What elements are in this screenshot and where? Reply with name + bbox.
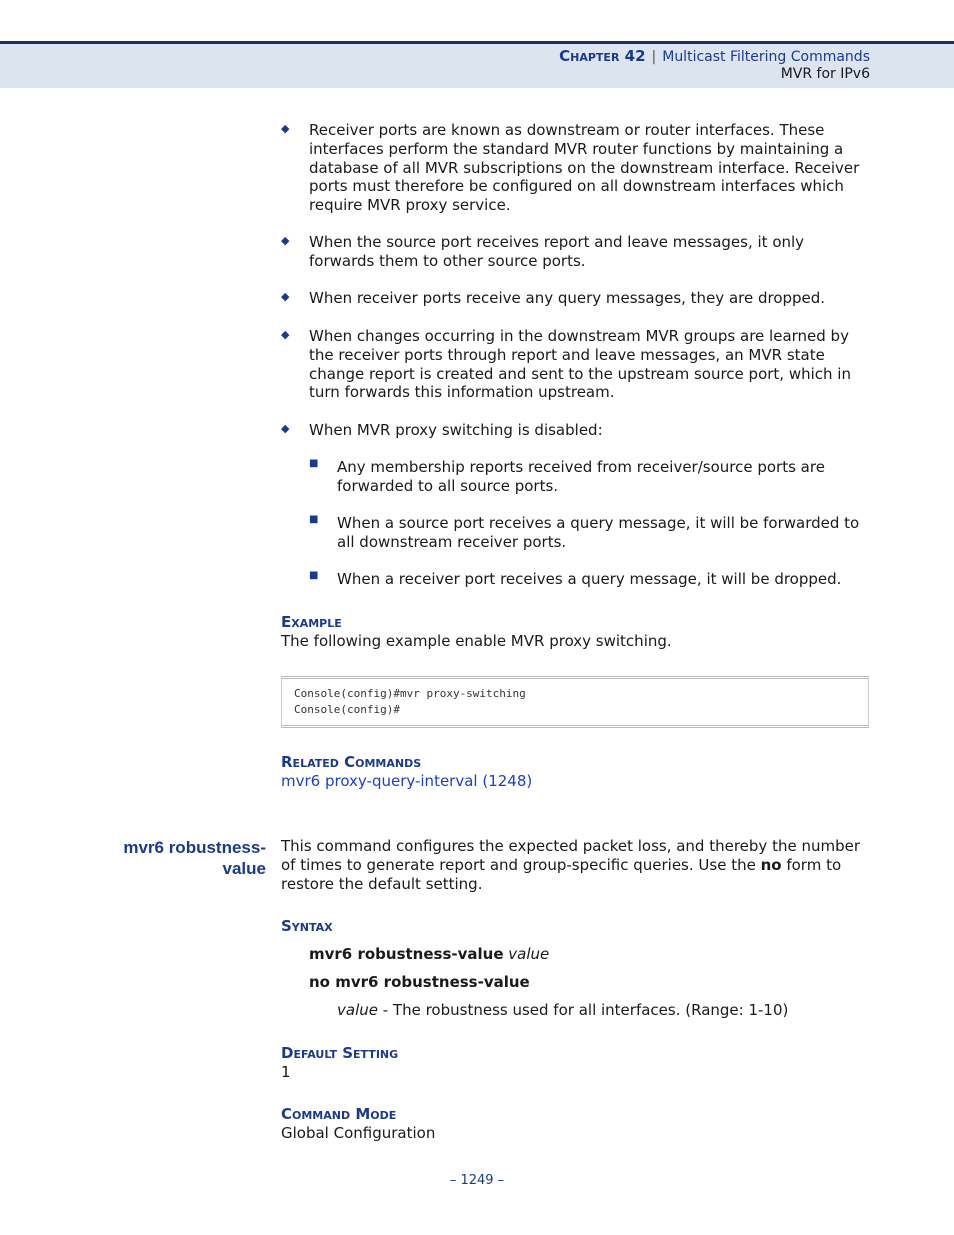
command-description	[281, 837, 871, 893]
chapter-label: Chapter 42	[559, 47, 646, 65]
sub-bullet-text: When a receiver port receives a query message, it will be dropped.	[337, 570, 842, 588]
bullet-text: When receiver ports receive any query messages, they are dropped.	[309, 289, 826, 307]
syntax-no-command-name: no mvr6 robustness-value	[309, 973, 530, 991]
diamond-bullet-icon: ◆	[281, 328, 290, 341]
syntax-no-command	[309, 973, 530, 991]
page-header	[0, 41, 954, 88]
related-command-link[interactable]: mvr6 proxy-query-interval (1248)	[281, 772, 533, 790]
header-chapter	[559, 47, 870, 65]
parameter-text: - The robustness used for all interfaces. (Range: 1-10)	[377, 1001, 789, 1019]
code-block	[281, 676, 869, 728]
command-title-line: value	[222, 859, 266, 878]
sub-bullet-text: When a source port receives a query message, it will be forwarded to all downstream receiver ports.	[337, 514, 860, 551]
related-commands-heading: Related Commands	[281, 753, 422, 771]
example-heading: Example	[281, 613, 342, 631]
command-mode-heading: Command Mode	[281, 1105, 397, 1123]
description-text: form to restore the default setting.	[281, 855, 842, 893]
parameter-description	[337, 1001, 788, 1019]
syntax-parameter: value	[508, 945, 550, 963]
square-bullet-icon: ■	[309, 570, 319, 581]
command-mode-value: Global Configuration	[281, 1124, 436, 1142]
syntax-command	[309, 945, 549, 963]
header-section: MVR for IPv6	[780, 66, 870, 82]
square-bullet-icon: ■	[309, 458, 319, 469]
description-bold: no	[760, 855, 782, 874]
page-number: – 1249 –	[449, 1173, 505, 1188]
command-title	[123, 837, 266, 879]
default-setting-value: 1	[281, 1063, 291, 1081]
bullet-text: When changes occurring in the downstream MVR groups are learned by the receiver ports through report and leave messages, an MVR state change report is created and sent to the upstream source port, which in turn forwards this information upstream.	[309, 327, 851, 402]
diamond-bullet-icon: ◆	[281, 422, 290, 435]
description-text: This command configures the expected packet loss, and thereby the number of times to generate report and group-specific queries. Use the	[281, 837, 861, 874]
code-line: Console(config)#	[294, 703, 400, 716]
bullet-text: When the source port receives report and leave messages, it only forwards them to other source ports.	[309, 233, 805, 270]
example-text: The following example enable MVR proxy switching.	[281, 632, 672, 650]
diamond-bullet-icon: ◆	[281, 122, 290, 135]
bullet-text: Receiver ports are known as downstream or router interfaces. These interfaces perform the standard MVR router functions by maintaining a database of all MVR subscriptions on the downstream interface. Receiver ports must therefore be configured on all downstream interfaces which require MVR proxy service.	[309, 121, 860, 215]
chapter-title: Multicast Filtering Commands	[662, 49, 870, 65]
syntax-heading: Syntax	[281, 917, 333, 935]
parameter-name: value	[337, 1001, 378, 1019]
square-bullet-icon: ■	[309, 514, 319, 525]
bullet-text: When MVR proxy switching is disabled:	[309, 421, 603, 439]
diamond-bullet-icon: ◆	[281, 290, 290, 303]
default-setting-heading: Default Setting	[281, 1044, 399, 1062]
code-line: Console(config)#mvr proxy-switching	[294, 687, 526, 700]
diamond-bullet-icon: ◆	[281, 234, 290, 247]
syntax-command-name: mvr6 robustness-value	[309, 945, 504, 963]
header-separator: |	[651, 49, 657, 65]
command-title-line: mvr6 robustness-	[123, 838, 266, 857]
sub-bullet-text: Any membership reports received from receiver/source ports are forwarded to all source ports.	[337, 458, 825, 495]
